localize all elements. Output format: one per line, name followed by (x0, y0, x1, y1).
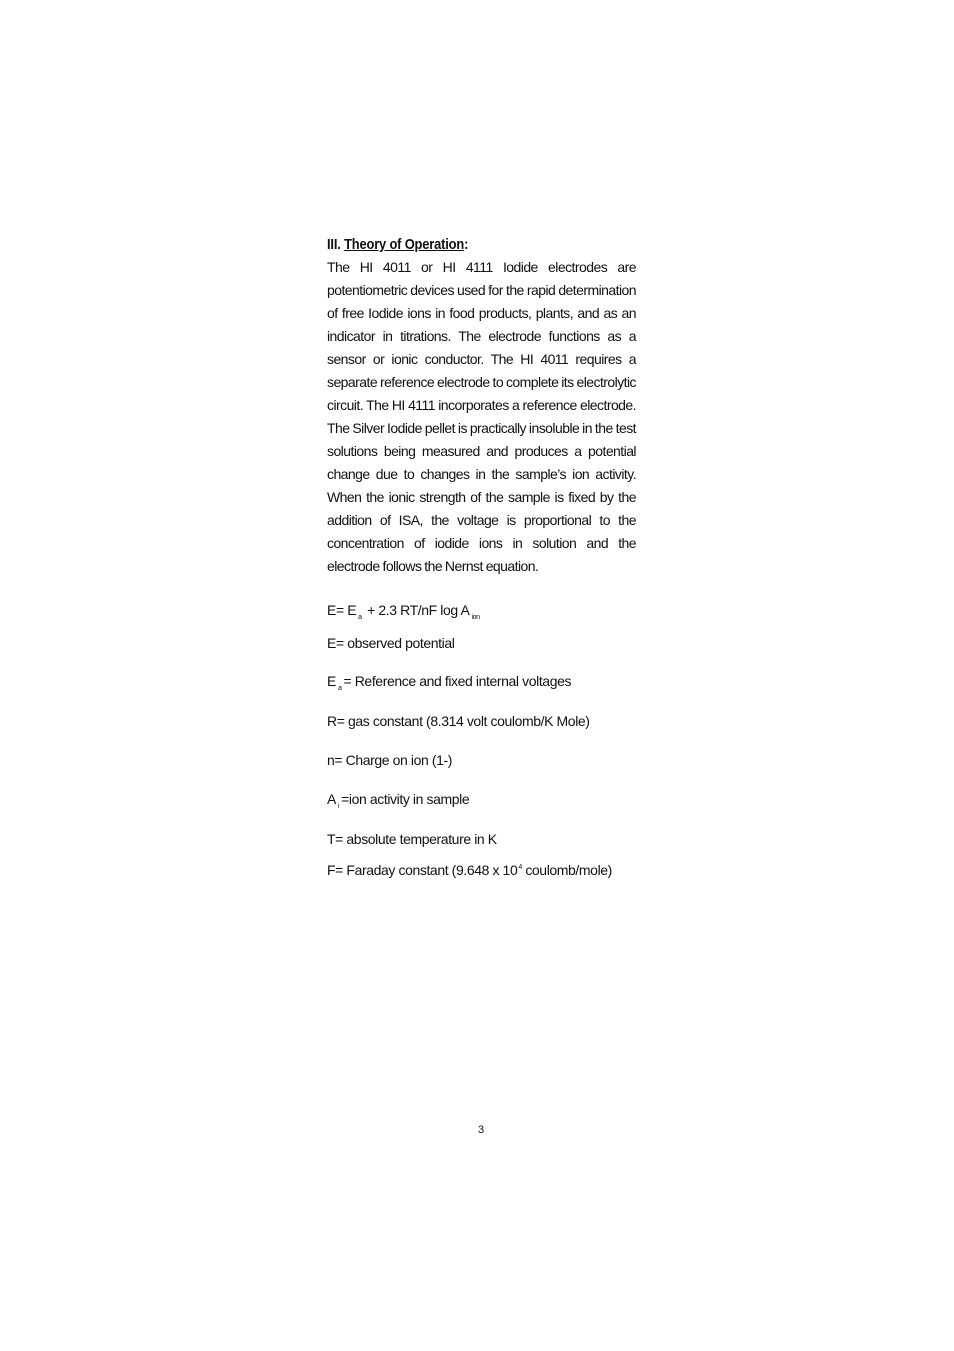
section-number: III. (327, 236, 341, 253)
definition-t: T= absolute temperature in K (327, 831, 497, 847)
section-title: Theory of Operation (344, 236, 465, 253)
definition-n: n= Charge on ion (1-) (327, 752, 453, 768)
definition-ai: A $_i$ =ion activity in sample (327, 791, 470, 810)
section-paragraph: The HI 4011 or HI 4111 Iodide electrodes are potentiometric devices used for the rapid determination of free Iodide ions in food products, plants, and as an indicator in titrations. The electrode functions as a sensor or ionic conductor. The HI 4011 requires a separate reference electrode to complete its electrolytic circuit. The HI 4111 incorporates a reference electrode. The Silver Iodide pellet is practically insoluble in the test solutions being measured and produces a potential change due to changes in the sample’s ion activity. When the ionic strength of the sample is fixed by the addition of ISA, the voltage is proportional to the concentration of iodide ions in solution and the electrode follows the Nernst equation. (327, 259, 636, 574)
definition-ea: E $_a$ = Reference and fixed internal voltages (327, 673, 572, 692)
section-colon: : (464, 236, 469, 253)
definition-r: R= gas constant (8.314 volt coulomb/K Mole) (327, 713, 590, 729)
section-content (327, 234, 636, 886)
nernst-equation: E= E $_a$ + 2.3 RT/nF log A $_{ion}$ (327, 602, 480, 621)
formula-block (327, 602, 636, 886)
definition-e: E= observed potential (327, 635, 455, 651)
definition-f: F= Faraday constant (9.648 x $10^4$ coulomb/mole) (327, 862, 612, 878)
page-number: 3 (477, 1124, 485, 1136)
section-heading (327, 234, 593, 256)
